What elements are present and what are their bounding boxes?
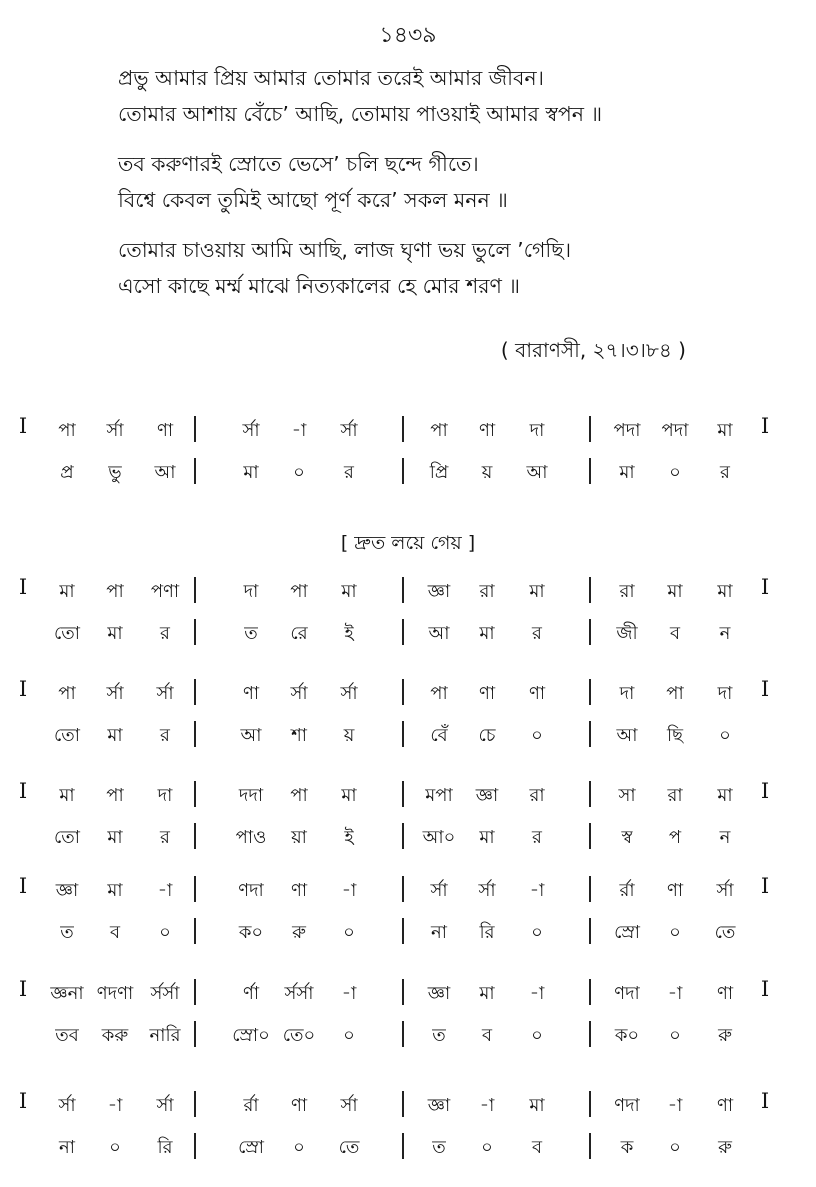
- source-note: ( বারাণসী, ২৭।৩।৮৪ ): [500, 338, 686, 362]
- swara-note: -া: [529, 880, 545, 901]
- swara-note: ণদা: [614, 1095, 640, 1116]
- lyric-line: বিশ্বে কেবল তুমিই আছো পূর্ণ করে’ সকল মনন ॥: [118, 188, 508, 212]
- lyric-syllable: তে০: [282, 1025, 316, 1046]
- lyric-syllable: আ: [616, 725, 638, 746]
- swara-note: জ্ঞা: [475, 785, 499, 806]
- lyric-syllable: রি: [479, 922, 495, 943]
- swara-row: [10, 675, 810, 713]
- swara-note: মা: [479, 983, 495, 1004]
- swara-note: রা: [529, 785, 545, 806]
- lyric-syllable: তো: [53, 827, 81, 848]
- lyric-syllable: র: [532, 827, 542, 848]
- swara-note: রা: [667, 785, 683, 806]
- stanza-3: [118, 232, 778, 304]
- lyric-syllable: আ: [240, 725, 262, 746]
- swara-note: পা: [290, 785, 308, 806]
- swara-note: ণদা: [238, 880, 264, 901]
- lyric-syllable: আ: [154, 462, 176, 483]
- beat-divider: [398, 1133, 408, 1161]
- lyric-syllable: রু: [718, 1025, 732, 1046]
- swara-note: -া: [479, 1095, 495, 1116]
- swara-note: র্সা: [156, 683, 174, 704]
- swara-note: র্সা: [242, 420, 260, 441]
- start-barline: I: [18, 414, 28, 438]
- end-barline: I: [760, 779, 770, 803]
- start-barline: I: [18, 874, 28, 898]
- lyric-syllable: মা: [619, 462, 635, 483]
- lyric-syllable: ০: [669, 1025, 681, 1046]
- swara-note: ণা: [716, 1095, 734, 1116]
- lyric-syllable: ভু: [108, 462, 122, 483]
- end-barline: I: [760, 1089, 770, 1113]
- lyric-line: তব করুণারই স্রোতে ভেসে’ চলি ছন্দে গীতে।: [118, 152, 479, 176]
- lyric-syllable: ০: [293, 1137, 305, 1158]
- lyric-syllable: প্র: [60, 462, 74, 483]
- lyric-syllable: প্রি: [429, 462, 449, 483]
- swara-note: র্ণা: [242, 983, 260, 1004]
- swara-note: মা: [667, 581, 683, 602]
- swara-note: -া: [667, 1095, 683, 1116]
- lyric-syllable: রে: [290, 623, 308, 644]
- swara-note: দা: [619, 683, 635, 704]
- lyric-syllable: ব: [481, 1025, 493, 1046]
- swara-row: [10, 777, 810, 815]
- lyric-syllable: ০: [669, 462, 681, 483]
- swara-note: জ্ঞা: [427, 581, 451, 602]
- start-barline: I: [18, 677, 28, 701]
- tempo-note: [ দ্রুত লয়ে গেয় ]: [340, 532, 476, 554]
- lyric-syllable: য়: [481, 462, 493, 483]
- lyric-syllable: ০: [669, 1137, 681, 1158]
- swara-note: দা: [529, 420, 545, 441]
- swara-note: রা: [619, 581, 635, 602]
- lyric-syllable: স্ব: [621, 827, 633, 848]
- swara-row: [10, 872, 810, 910]
- swara-note: জ্ঞা: [55, 880, 79, 901]
- lyric-syllable: ত: [432, 1137, 446, 1158]
- swara-note: মা: [529, 581, 545, 602]
- lyric-syllable: র: [160, 623, 170, 644]
- lyric-row: [10, 1017, 810, 1055]
- beat-divider: [585, 1133, 595, 1161]
- notation-block: [10, 675, 810, 765]
- lyric-syllable: র: [160, 725, 170, 746]
- swara-note: মা: [341, 785, 357, 806]
- swara-note: ণা: [242, 683, 260, 704]
- beat-divider: [398, 876, 408, 904]
- swara-note: -া: [529, 983, 545, 1004]
- lyric-syllable: ই: [344, 827, 354, 848]
- lyric-line: প্রভু আমার প্রিয় আমার তোমার তরেই আমার জীবন।: [118, 66, 544, 90]
- beat-divider: [398, 823, 408, 851]
- swara-note: র্সর্সা: [150, 983, 180, 1004]
- lyric-syllable: শা: [291, 725, 307, 746]
- lyric-syllable: র: [344, 462, 354, 483]
- start-barline: I: [18, 977, 28, 1001]
- lyric-row: [10, 717, 810, 755]
- lyric-line: এসো কাছে মর্ম্ম মাঝে নিত্যকালের হে মোর শরণ ॥: [118, 274, 520, 298]
- lyric-row: [10, 819, 810, 857]
- lyric-syllable: ০: [531, 922, 543, 943]
- swara-row: [10, 573, 810, 611]
- swara-note: জ্ঞনা: [50, 983, 84, 1004]
- beat-divider: [398, 781, 408, 809]
- lyric-syllable: মা: [479, 827, 495, 848]
- beat-divider: [398, 577, 408, 605]
- lyric-syllable: বেঁ: [430, 725, 448, 746]
- swara-note: মা: [717, 581, 733, 602]
- swara-note: র্সা: [58, 1095, 76, 1116]
- lyric-syllable: ব: [531, 1137, 543, 1158]
- swara-note: মা: [107, 880, 123, 901]
- lyric-syllable: ই: [344, 623, 354, 644]
- lyric-syllable: জী: [616, 623, 638, 644]
- lyric-syllable: রু: [718, 1137, 732, 1158]
- lyric-syllable: রু: [292, 922, 306, 943]
- swara-note: ণা: [478, 683, 496, 704]
- beat-divider: [398, 1091, 408, 1119]
- notation-block: [10, 412, 810, 502]
- swara-note: পা: [290, 581, 308, 602]
- swara-note: পা: [106, 581, 124, 602]
- swara-note: -া: [291, 420, 307, 441]
- lyric-syllable: তব: [55, 1025, 79, 1046]
- notation-block: [10, 872, 810, 962]
- swara-note: পদা: [613, 420, 641, 441]
- swara-note: দা: [157, 785, 173, 806]
- lyric-syllable: য়: [343, 725, 355, 746]
- swara-row: [10, 412, 810, 450]
- page-number: ১৪৩৯: [379, 23, 437, 48]
- beat-divider: [398, 416, 408, 444]
- stanza-2: [118, 146, 778, 218]
- lyric-syllable: মা: [107, 623, 123, 644]
- lyric-syllable: র: [160, 827, 170, 848]
- lyric-syllable: র: [532, 623, 542, 644]
- beat-divider: [398, 979, 408, 1007]
- lyric-syllable: র: [720, 462, 730, 483]
- swara-note: -া: [107, 1095, 123, 1116]
- lyric-syllable: ত: [432, 1025, 446, 1046]
- swara-note: মা: [717, 785, 733, 806]
- lyric-syllable: আ০: [422, 827, 456, 848]
- swara-note: ণা: [478, 420, 496, 441]
- lyric-syllable: স্রো: [238, 1137, 264, 1158]
- swara-note: র্সা: [340, 1095, 358, 1116]
- swara-note: মা: [341, 581, 357, 602]
- lyric-syllable: তো: [53, 725, 81, 746]
- lyric-syllable: য়া: [291, 827, 307, 848]
- swara-note: ণা: [528, 683, 546, 704]
- swara-note: মা: [529, 1095, 545, 1116]
- lyric-row: [10, 454, 810, 492]
- swara-note: দা: [717, 683, 733, 704]
- lyric-syllable: ০: [293, 462, 305, 483]
- swara-note: পা: [666, 683, 684, 704]
- lyric-syllable: ক০: [614, 1025, 640, 1046]
- lyric-line: তোমার আশায় বেঁচে’ আছি, তোমায় পাওয়াই আমার স্বপন ॥: [118, 102, 603, 126]
- lyric-syllable: ০: [343, 1025, 355, 1046]
- swara-note: ণা: [716, 983, 734, 1004]
- lyric-row: [10, 914, 810, 952]
- lyric-syllable: ০: [109, 1137, 121, 1158]
- end-barline: I: [760, 677, 770, 701]
- swara-note: পা: [430, 683, 448, 704]
- beat-divider: [398, 458, 408, 486]
- end-barline: I: [760, 874, 770, 898]
- notation-block: [10, 573, 810, 663]
- swara-note: র্রা: [619, 880, 635, 901]
- swara-note: দা: [243, 581, 259, 602]
- beat-divider: [585, 458, 595, 486]
- swara-note: সা: [618, 785, 636, 806]
- start-barline: I: [18, 1089, 28, 1113]
- lyric-syllable: মা: [107, 827, 123, 848]
- notation-block: [10, 975, 810, 1065]
- swara-note: -া: [667, 983, 683, 1004]
- beat-divider: [585, 1091, 595, 1119]
- beat-divider: [398, 679, 408, 707]
- beat-divider: [398, 721, 408, 749]
- swara-row: [10, 975, 810, 1013]
- swara-note: পা: [430, 420, 448, 441]
- beat-divider: [585, 577, 595, 605]
- swara-note: জ্ঞা: [427, 983, 451, 1004]
- beat-divider: [585, 781, 595, 809]
- end-barline: I: [760, 575, 770, 599]
- lyric-syllable: ন: [719, 827, 731, 848]
- start-barline: I: [18, 779, 28, 803]
- lyric-syllable: চে: [478, 725, 496, 746]
- lyric-syllable: ক: [620, 1137, 634, 1158]
- beat-divider: [585, 876, 595, 904]
- swara-note: ণা: [666, 880, 684, 901]
- swara-note: র্সা: [340, 420, 358, 441]
- lyric-syllable: ০: [159, 922, 171, 943]
- lyrics: [118, 60, 778, 318]
- swara-note: পা: [58, 420, 76, 441]
- lyric-syllable: না: [431, 922, 447, 943]
- lyric-syllable: ছি: [666, 725, 684, 746]
- swara-note: -া: [341, 983, 357, 1004]
- swara-note: র্সা: [340, 683, 358, 704]
- lyric-syllable: আ: [428, 623, 450, 644]
- beat-divider: [585, 416, 595, 444]
- swara-note: মা: [59, 581, 75, 602]
- lyric-syllable: ০: [531, 725, 543, 746]
- beat-divider: [585, 619, 595, 647]
- lyric-syllable: ক০: [238, 922, 264, 943]
- lyric-syllable: করু: [101, 1025, 129, 1046]
- start-barline: I: [18, 575, 28, 599]
- lyric-syllable: তো: [53, 623, 81, 644]
- swara-note: পা: [106, 785, 124, 806]
- lyric-syllable: ০: [531, 1025, 543, 1046]
- lyric-syllable: ত: [60, 922, 74, 943]
- swara-note: ণদণা: [96, 983, 134, 1004]
- lyric-syllable: মা: [243, 462, 259, 483]
- lyric-syllable: ০: [481, 1137, 493, 1158]
- lyric-syllable: ন: [719, 623, 731, 644]
- swara-note: র্সা: [478, 880, 496, 901]
- swara-note: ণদা: [614, 983, 640, 1004]
- swara-note: রা: [479, 581, 495, 602]
- lyric-syllable: স্রো: [614, 922, 640, 943]
- lyric-syllable: রি: [157, 1137, 173, 1158]
- swara-note: র্সা: [430, 880, 448, 901]
- swara-note: ণা: [156, 420, 174, 441]
- beat-divider: [585, 721, 595, 749]
- lyric-syllable: স্রো০: [232, 1025, 270, 1046]
- swara-note: র্সা: [716, 880, 734, 901]
- swara-note: র্সর্সা: [284, 983, 314, 1004]
- lyric-syllable: আ: [526, 462, 548, 483]
- lyric-syllable: তে: [338, 1137, 360, 1158]
- swara-note: মা: [59, 785, 75, 806]
- beat-divider: [585, 1021, 595, 1049]
- stanza-1: [118, 60, 778, 132]
- lyric-row: [10, 615, 810, 653]
- swara-note: পণা: [150, 581, 180, 602]
- beat-divider: [398, 619, 408, 647]
- swara-row: [10, 1087, 810, 1125]
- lyric-syllable: পাও: [235, 827, 267, 848]
- swara-note: পদা: [661, 420, 689, 441]
- lyric-syllable: তে: [714, 922, 736, 943]
- swara-note: র্সা: [290, 683, 308, 704]
- lyric-syllable: ০: [343, 922, 355, 943]
- swara-note: মা: [717, 420, 733, 441]
- swara-note: ণা: [290, 1095, 308, 1116]
- swara-note: র্সা: [156, 1095, 174, 1116]
- notation-block: [10, 777, 810, 867]
- swara-note: -া: [157, 880, 173, 901]
- swara-note: দদা: [238, 785, 264, 806]
- beat-divider: [398, 1021, 408, 1049]
- beat-divider: [585, 979, 595, 1007]
- lyric-syllable: নারি: [149, 1025, 181, 1046]
- lyric-syllable: ০: [719, 725, 731, 746]
- lyric-syllable: ০: [669, 922, 681, 943]
- lyric-syllable: না: [59, 1137, 75, 1158]
- lyric-line: তোমার চাওয়ায় আমি আছি, লাজ ঘৃণা ভয় ভুলে ’গেছি।: [118, 238, 572, 262]
- notation-block: [10, 1087, 810, 1177]
- swara-note: -া: [341, 880, 357, 901]
- swara-note: র্সা: [106, 683, 124, 704]
- swara-note: পা: [58, 683, 76, 704]
- swara-note: মপা: [425, 785, 453, 806]
- beat-divider: [398, 918, 408, 946]
- end-barline: I: [760, 977, 770, 1001]
- lyric-syllable: মা: [107, 725, 123, 746]
- lyric-syllable: ত: [244, 623, 258, 644]
- lyric-syllable: মা: [479, 623, 495, 644]
- lyric-syllable: ব: [109, 922, 121, 943]
- beat-divider: [585, 823, 595, 851]
- swara-note: র্সা: [106, 420, 124, 441]
- lyric-row: [10, 1129, 810, 1167]
- swara-note: র্রা: [243, 1095, 259, 1116]
- end-barline: I: [760, 414, 770, 438]
- beat-divider: [585, 918, 595, 946]
- beat-divider: [585, 679, 595, 707]
- lyric-syllable: ব: [669, 623, 681, 644]
- lyric-syllable: প: [668, 827, 682, 848]
- swara-note: ণা: [290, 880, 308, 901]
- swara-note: জ্ঞা: [427, 1095, 451, 1116]
